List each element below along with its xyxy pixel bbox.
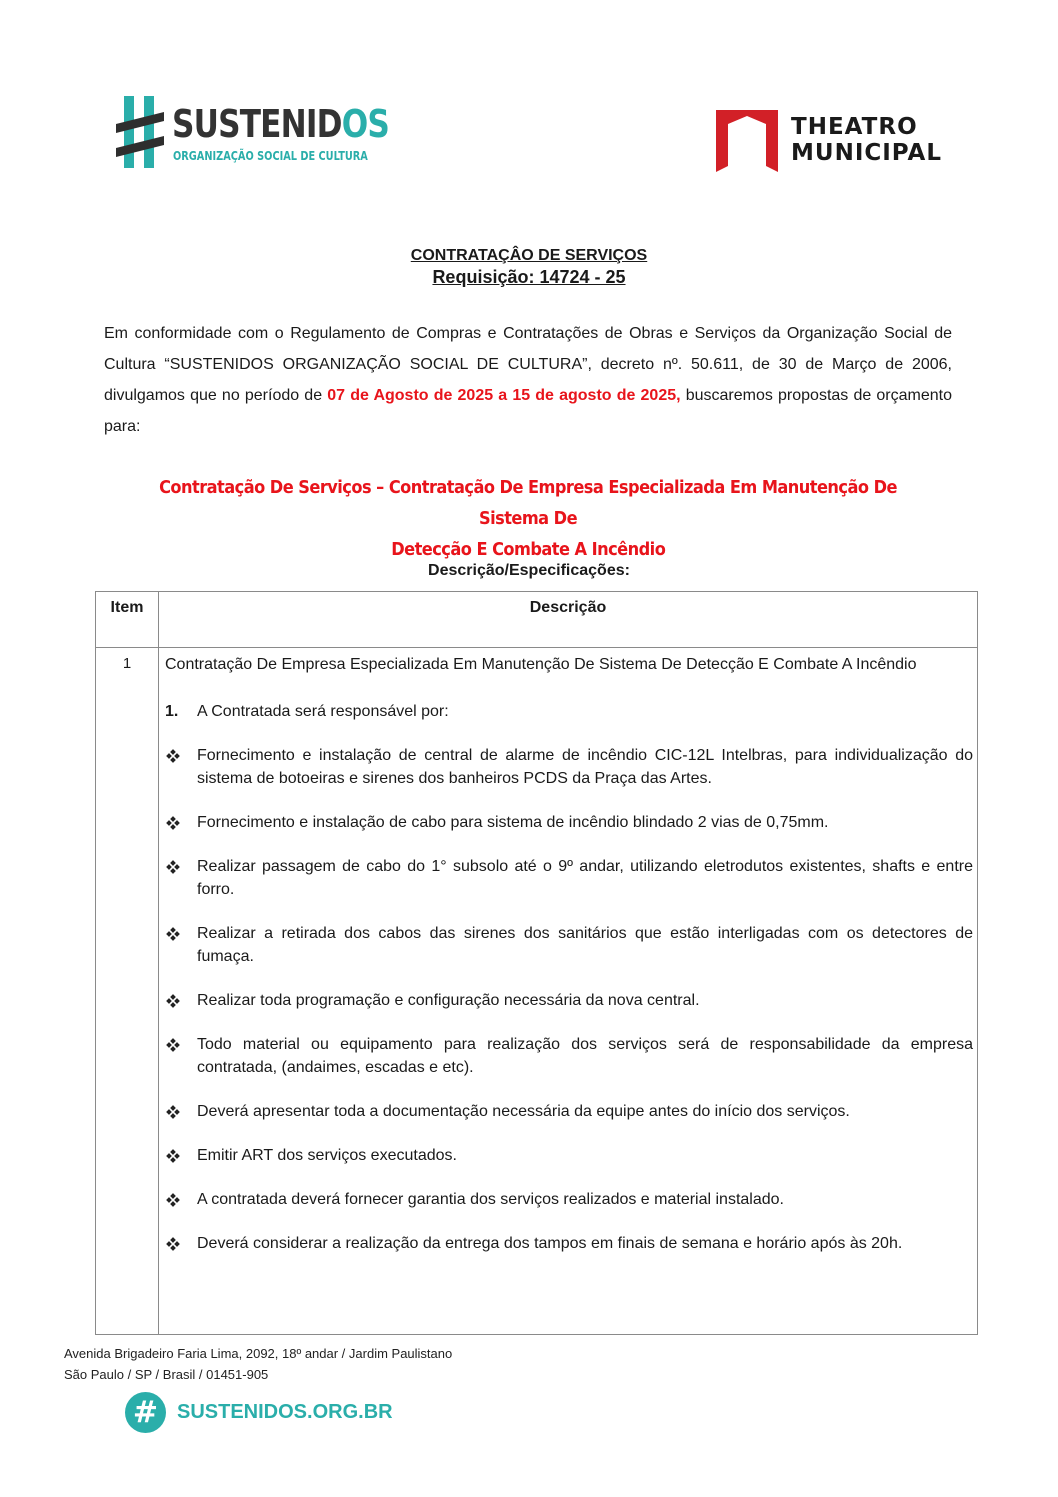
bullet-list: [165, 744, 973, 1255]
diamond-bullet-icon: [167, 995, 179, 1007]
diamond-bullet-icon: [167, 861, 179, 873]
header-item: Item: [110, 599, 144, 616]
intro-paragraph: Em conformidade com o Regulamento de Compras e Contratações de Obras e Serviços da Organização Social de Cultura “SUSTENIDOS ORGANIZAÇÃO SOCIAL DE CULTURA”, decreto nº. 50.611, de 30 de Março de 2006, divulgamos que no período de 07 de Agosto de 2025 a 15 de agosto de 2025, buscaremos propostas de orçamento para:: [104, 325, 952, 435]
title-block: [0, 246, 1058, 288]
sustenidos-logo: [116, 94, 390, 172]
theatro-municipal-logo: [716, 108, 956, 174]
diamond-bullet-icon: [167, 1150, 179, 1162]
list-item: Realizar passagem de cabo do 1° subsolo até o 9º andar, utilizando eletrodutos existentes, shafts e entre forro.: [165, 855, 973, 901]
sustenidos-subtitle: ORGANIZAÇÃO SOCIAL DE CULTURA: [173, 148, 368, 163]
website-label: SUSTENIDOS.ORG.BR: [177, 1401, 393, 1423]
specifications-table: [95, 591, 978, 1335]
list-item: Deverá considerar a realização da entrega dos tampos em finais de semana e horário após às 20h.: [165, 1232, 973, 1255]
numbered-item: 1. A Contratada será responsável por:: [165, 703, 449, 720]
spec-heading: Descrição/Especificações:: [428, 562, 630, 579]
diamond-bullet-icon: [167, 1194, 179, 1206]
header-description: Descrição: [529, 599, 607, 616]
requisition-number: Requisição: 14724 - 25: [432, 267, 626, 287]
diamond-bullet-icon: [167, 817, 179, 829]
diamond-bullet-icon: [167, 928, 179, 940]
diamond-bullet-icon: [167, 1039, 179, 1051]
list-item: Fornecimento e instalação de cabo para sistema de incêndio blindado 2 vias de 0,75mm.: [165, 811, 973, 834]
theatro-municipal-wordmark: THEATRO MUNICIPAL: [791, 114, 943, 166]
diamond-bullet-icon: [167, 1238, 179, 1250]
sharp-icon: [116, 94, 164, 170]
list-item: Fornecimento e instalação de central de alarme de incêndio CIC-12L Intelbras, para individualização do sistema de botoeiras e sirenes dos banheiros PCDS da Praça das Artes.: [165, 744, 973, 790]
list-item: Emitir ART dos serviços executados.: [165, 1144, 973, 1167]
document-title: CONTRATAÇÂO DE SERVIÇOS: [410, 247, 648, 264]
list-item: A contratada deverá fornecer garantia dos serviços realizados e material instalado.: [165, 1188, 973, 1211]
diamond-bullet-icon: [167, 1106, 179, 1118]
row-item-number: 1: [122, 655, 132, 672]
list-item: Todo material ou equipamento para realização dos serviços será de responsabilidade da empresa contratada, (andaimes, escadas e etc).: [165, 1033, 973, 1079]
list-item: Deverá apresentar toda a documentação necessária da equipe antes do início dos serviços.: [165, 1100, 973, 1123]
list-item: Realizar a retirada dos cabos das sirenes dos sanitários que estão interligadas com os detectores de fumaça.: [165, 922, 973, 968]
footer-address: Avenida Brigadeiro Faria Lima, 2092, 18º andar / Jardim Paulistano São Paulo / SP / Brasil / 01451-905: [64, 1346, 453, 1382]
theatre-arch-icon: [716, 110, 778, 172]
list-item: Realizar toda programação e configuração necessária da nova central.: [165, 989, 973, 1012]
period-highlight: 07 de Agosto de 2025 a 15 de agosto de 2025,: [327, 387, 681, 404]
diamond-bullet-icon: [167, 750, 179, 762]
subject-heading: Contratação De Serviços – Contratação De Empresa Especializada Em Manutenção De Sistema De Detecção E Combate A Incêndio: [159, 477, 897, 560]
sharp-circle-icon: #: [125, 1392, 166, 1433]
row-lead-text: Contratação De Empresa Especializada Em Manutenção De Sistema De Detecção E Combate A Incêndio: [165, 656, 917, 673]
sustenidos-wordmark: SUSTENIDOS: [172, 102, 390, 146]
table-row: [165, 653, 973, 1255]
